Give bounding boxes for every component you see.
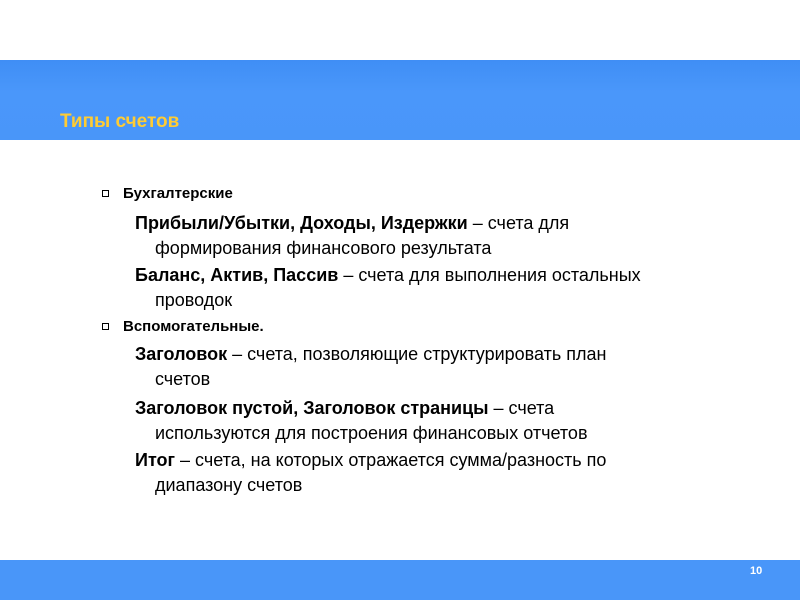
account-type-entry	[135, 211, 725, 261]
page-number: 10	[750, 565, 763, 577]
section-bullet-accounting	[102, 185, 233, 202]
section-label: Бухгалтерские	[123, 185, 233, 202]
entry-term: Заголовок	[135, 344, 228, 364]
entry-description: – счета для выполнения остальных	[338, 265, 641, 285]
square-bullet-icon	[102, 190, 109, 197]
entry-description: – счета	[488, 398, 555, 418]
slide-title: Типы счетов	[60, 111, 180, 132]
entry-term: Заголовок пустой, Заголовок страницы	[135, 398, 489, 418]
section-bullet-auxiliary	[102, 318, 264, 335]
section-label: Вспомогательные.	[123, 318, 264, 335]
entry-description-continued: используются для построения финансовых отчетов	[155, 423, 588, 443]
account-type-entry	[135, 448, 725, 498]
entry-description-continued: формирования финансового результата	[155, 238, 492, 258]
entry-term: Прибыли/Убытки, Доходы, Издержки	[135, 213, 468, 233]
entry-description: – счета для	[467, 213, 570, 233]
account-type-entry	[135, 342, 725, 392]
entry-description: – счета, позволяющие структурировать план	[227, 344, 607, 364]
entry-description-continued: диапазону счетов	[155, 475, 303, 495]
account-type-entry	[135, 396, 725, 446]
entry-description: – счета, на которых отражается сумма/разность по	[175, 450, 607, 470]
entry-term: Итог	[135, 450, 176, 470]
entry-description-continued: проводок	[155, 290, 233, 310]
account-type-entry	[135, 263, 725, 313]
footer-band	[0, 560, 800, 600]
entry-term: Баланс, Актив, Пассив	[135, 265, 339, 285]
entry-description-continued: счетов	[155, 369, 211, 389]
square-bullet-icon	[102, 323, 109, 330]
